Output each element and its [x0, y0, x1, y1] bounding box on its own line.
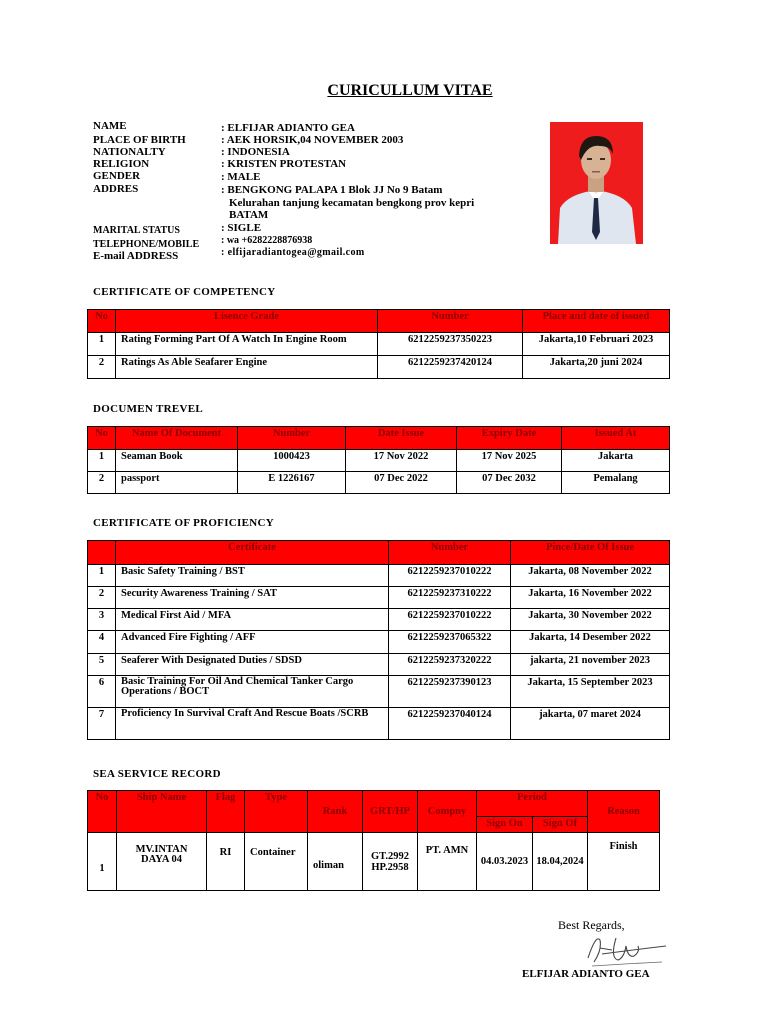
profile-photo — [550, 122, 643, 244]
col-header-type: Type — [245, 791, 308, 833]
proficiency-table — [87, 540, 670, 740]
cell-date-issue: 17 Nov 2022 — [346, 450, 457, 472]
col-header-company: Compny — [418, 791, 477, 833]
cell-certificate: Advanced Fire Fighting / AFF — [116, 631, 389, 654]
col-header-document-name: Name Of Document — [116, 427, 238, 450]
cell-sign-on: 04.03.2023 — [477, 833, 533, 891]
cell-license: Ratings As Able Seafarer Engine — [116, 356, 378, 379]
cell-certificate: Medical First Aid / MFA — [116, 609, 389, 631]
value-marital-status: : SIGLE — [221, 222, 262, 234]
table-row — [88, 565, 670, 587]
closing-regards: Best Regards, — [558, 918, 625, 932]
table-row — [88, 472, 670, 494]
cell-no: 1 — [88, 565, 116, 587]
table-row — [88, 676, 670, 708]
cell-issued-at: Jakarta — [562, 450, 670, 472]
cell-certificate: Seaferer With Designated Duties / SDSD — [116, 654, 389, 676]
cell-expiry: 17 Nov 2025 — [457, 450, 562, 472]
cell-number: 6212259237010222 — [389, 609, 511, 631]
cell-no: 6 — [88, 676, 116, 708]
cell-place-date: Jakarta, 08 November 2022 — [511, 565, 670, 587]
col-header-expiry-date: Expiry Date — [457, 427, 562, 450]
col-header-number: Number — [238, 427, 346, 450]
value-religion: : KRISTEN PROTESTAN — [221, 158, 347, 170]
table-row — [88, 333, 670, 356]
cell-place-date: jakarta, 21 november 2023 — [511, 654, 670, 676]
cell-number: 6212259237390123 — [389, 676, 511, 708]
heading-certificate-proficiency: CERTIFICATE OF PROFICIENCY — [93, 517, 274, 529]
cell-place-date: Jakarta, 16 November 2022 — [511, 587, 670, 609]
col-header-place-date: Place and date of issued — [523, 310, 670, 333]
cell-number: 6212259237310222 — [389, 587, 511, 609]
cell-certificate: Security Awareness Training / SAT — [116, 587, 389, 609]
col-header-ship-name: Ship Name — [117, 791, 207, 833]
heading-document-travel: DOCUMEN TREVEL — [93, 403, 204, 415]
cell-sign-off: 18.04,2024 — [533, 833, 588, 891]
cell-no: 1 — [88, 450, 116, 472]
col-header-sign-on: Sign On — [477, 817, 533, 833]
table-row — [88, 833, 660, 891]
cell-number: 1000423 — [238, 450, 346, 472]
cell-place-date: Jakarta,10 Februari 2023 — [523, 333, 670, 356]
col-header-sign-off: Sign Of — [533, 817, 588, 833]
col-header-period: Period — [477, 791, 588, 817]
cell-number: 6212259237320222 — [389, 654, 511, 676]
label-gender: GENDER — [93, 170, 141, 182]
cell-type: Container — [245, 833, 308, 891]
col-header-grt-hp: GRT/HP — [363, 791, 418, 833]
signatory-name: ELFIJAR ADIANTO GEA — [522, 968, 650, 980]
table-row — [88, 356, 670, 379]
cell-place-date: Jakarta, 30 November 2022 — [511, 609, 670, 631]
cell-ship-name: MV.INTAN DAYA 04 — [117, 833, 207, 891]
value-place-of-birth: : AEK HORSIK,04 NOVEMBER 2003 — [221, 134, 404, 146]
cell-document: passport — [116, 472, 238, 494]
cell-certificate: Basic Training For Oil And Chemical Tanker Cargo Operations / BOCT — [116, 676, 389, 708]
col-header-rank: Rank — [308, 791, 363, 833]
value-address-line2: Kelurahan tanjung kecamatan bengkong prov kepri — [229, 197, 475, 209]
cell-no: 7 — [88, 708, 116, 740]
cell-flag: RI — [207, 833, 245, 891]
col-header-certificate: Certificate — [116, 541, 389, 565]
table-row — [88, 654, 670, 676]
cell-number: 6212259237010222 — [389, 565, 511, 587]
cell-no: 2 — [88, 587, 116, 609]
cell-company: PT. AMN — [418, 833, 477, 891]
col-header-reason: Reason — [588, 791, 660, 833]
competency-table — [87, 309, 670, 379]
col-header-number: Number — [389, 541, 511, 565]
col-header-number: Number — [378, 310, 523, 333]
cell-license: Rating Forming Part Of A Watch In Engine Room — [116, 333, 378, 356]
table-row — [88, 450, 670, 472]
person-photo-icon — [550, 122, 643, 244]
col-header-flag: Flag — [207, 791, 245, 833]
label-religion: RELIGION — [93, 158, 150, 170]
cell-number: 6212259237420124 — [378, 356, 523, 379]
cell-number: 6212259237065322 — [389, 631, 511, 654]
table-row — [88, 609, 670, 631]
col-header-no: No — [88, 310, 116, 333]
cell-place-date: jakarta, 07 maret 2024 — [511, 708, 670, 740]
cell-expiry: 07 Dec 2032 — [457, 472, 562, 494]
label-marital-status: MARITAL STATUS — [93, 225, 180, 236]
cell-date-issue: 07 Dec 2022 — [346, 472, 457, 494]
table-row — [88, 587, 670, 609]
heading-certificate-competency: CERTIFICATE OF COMPETENCY — [93, 286, 276, 298]
cell-no: 4 — [88, 631, 116, 654]
col-header-place-date: Pince/Date Of Issue — [511, 541, 670, 565]
col-header-issued-at: Issued At — [562, 427, 670, 450]
value-gender: : MALE — [221, 171, 261, 183]
label-name: NAME — [93, 120, 127, 132]
label-nationality: NATIONALTY — [93, 146, 166, 158]
cell-issued-at: Pemalang — [562, 472, 670, 494]
value-address-line1: : BENGKONG PALAPA 1 Blok JJ No 9 Batam — [221, 184, 443, 196]
col-header-license-grade: Lisence Grade — [116, 310, 378, 333]
label-address: ADDRES — [93, 183, 139, 195]
col-header-no — [88, 541, 116, 565]
travel-document-table — [87, 426, 670, 494]
heading-sea-service: SEA SERVICE RECORD — [93, 768, 221, 780]
table-row — [88, 631, 670, 654]
cell-no: 1 — [88, 833, 117, 891]
value-email: : elfijaradiantogea@gmail.com — [221, 247, 365, 258]
col-header-no: No — [88, 791, 117, 833]
cell-number: 6212259237350223 — [378, 333, 523, 356]
cell-place-date: Jakarta, 15 September 2023 — [511, 676, 670, 708]
cell-no: 1 — [88, 333, 116, 356]
table-row — [88, 708, 670, 740]
cv-title: CURICULLUM VITAE — [327, 82, 493, 99]
label-email: E-mail ADDRESS — [93, 250, 179, 262]
cell-place-date: Jakarta,20 juni 2024 — [523, 356, 670, 379]
cell-grt-hp: GT.2992 HP.2958 — [363, 833, 418, 891]
cell-no: 5 — [88, 654, 116, 676]
cell-certificate: Basic Safety Training / BST — [116, 565, 389, 587]
cell-certificate: Proficiency In Survival Craft And Rescue Boats /SCRB — [116, 708, 389, 740]
cell-document: Seaman Book — [116, 450, 238, 472]
value-name: : ELFIJAR ADIANTO GEA — [221, 122, 355, 134]
value-address-line3: BATAM — [229, 209, 269, 221]
cell-no: 2 — [88, 472, 116, 494]
value-nationality: : INDONESIA — [221, 146, 290, 158]
label-telephone: TELEPHONE/MOBILE — [93, 239, 200, 250]
sea-service-table — [87, 790, 660, 891]
col-header-date-issue: Date Issue — [346, 427, 457, 450]
col-header-no: No — [88, 427, 116, 450]
cell-no: 3 — [88, 609, 116, 631]
cell-number: 6212259237040124 — [389, 708, 511, 740]
value-telephone: : wa +6282228876938 — [221, 235, 313, 246]
cell-no: 2 — [88, 356, 116, 379]
label-place-of-birth: PLACE OF BIRTH — [93, 134, 186, 146]
cell-place-date: Jakarta, 14 Desember 2022 — [511, 631, 670, 654]
cell-rank: oliman — [308, 833, 363, 891]
cell-number: E 1226167 — [238, 472, 346, 494]
cell-reason: Finish — [588, 833, 660, 891]
